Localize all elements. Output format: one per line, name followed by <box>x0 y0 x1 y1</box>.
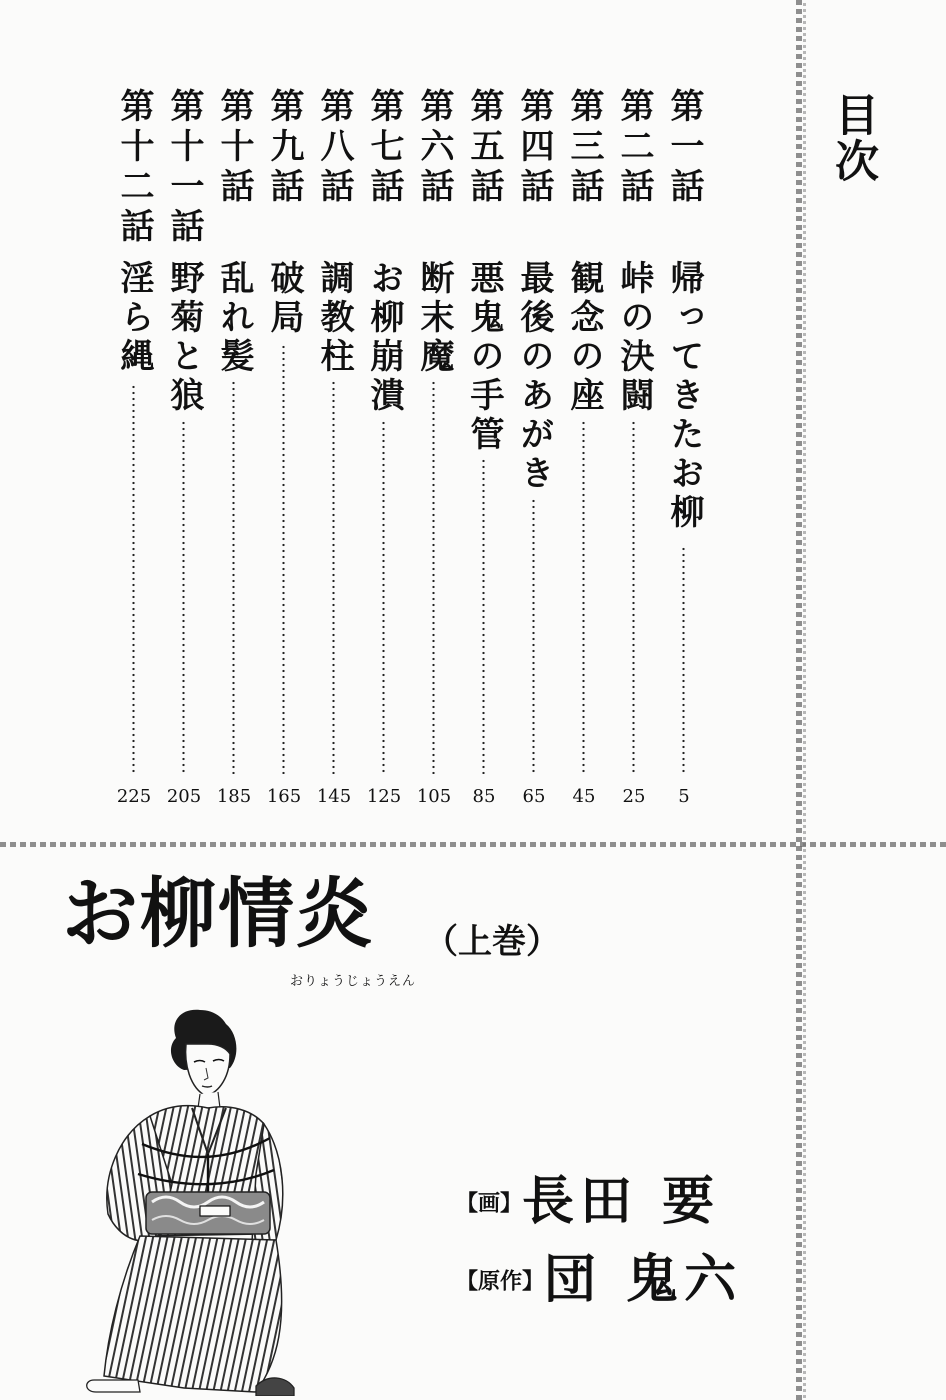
artist-role: 【画】 <box>456 1191 523 1217</box>
toc-episode: 第六話 <box>414 88 454 208</box>
toc-leader-dots <box>482 458 485 774</box>
toc-leader-dots <box>432 380 435 774</box>
toc-page-number: 25 <box>622 786 646 807</box>
toc-episode: 第四話 <box>514 88 554 208</box>
toc-episode: 第九話 <box>264 88 304 208</box>
toc-page-number: 165 <box>266 786 302 807</box>
toc-title: 峠の決闘 <box>614 260 654 416</box>
toc-page-number: 85 <box>472 786 496 807</box>
toc-episode: 第十話 <box>214 88 254 208</box>
toc-page-number: 145 <box>316 786 352 807</box>
toc-entry[interactable] <box>564 88 604 808</box>
toc-leader-dots <box>182 420 185 774</box>
toc-leader-dots <box>382 420 385 774</box>
toc-leader-dots <box>632 420 635 774</box>
toc-episode: 第八話 <box>314 88 354 208</box>
horizontal-dashed-border <box>0 842 946 847</box>
toc-leader-dots <box>332 380 335 774</box>
toc-episode: 第五話 <box>464 88 504 208</box>
toc-title: 観念の座 <box>564 260 604 416</box>
toc-entry[interactable] <box>164 88 204 808</box>
toc-entry[interactable] <box>214 88 254 808</box>
toc-episode: 第二話 <box>614 88 654 208</box>
toc-page-number: 65 <box>522 786 546 807</box>
toc-entry[interactable] <box>464 88 504 808</box>
toc-episode: 第一話 <box>664 88 704 208</box>
toc-title: 帰ってきたお柳 <box>664 260 704 533</box>
artist-name: 長田 要 <box>522 1172 721 1232</box>
toc-entry[interactable] <box>414 88 454 808</box>
credit-artist <box>456 1172 720 1232</box>
book-title: お柳情炎 <box>62 869 374 958</box>
toc-title: 野菊と狼 <box>164 260 204 416</box>
vertical-dashed-border-inner <box>803 0 806 1400</box>
toc-page-number: 105 <box>416 786 452 807</box>
toc-leader-dots <box>532 498 535 774</box>
credit-author <box>456 1250 742 1310</box>
toc-leader-dots <box>282 344 285 774</box>
toc-title: 断末魔 <box>414 260 454 377</box>
author-role: 【原作】 <box>456 1269 545 1295</box>
toc-page-number: 185 <box>216 786 252 807</box>
toc-page-number: 45 <box>572 786 596 807</box>
toc-entry[interactable] <box>364 88 404 808</box>
toc-entry[interactable] <box>114 88 154 808</box>
toc-entry[interactable] <box>264 88 304 808</box>
toc-title: 淫ら縄 <box>114 260 154 377</box>
toc-page-number: 225 <box>116 786 152 807</box>
kimono-woman-illustration <box>80 1004 320 1396</box>
book-title-reading: おりょうじょうえん <box>290 974 417 989</box>
author-name: 団 鬼六 <box>544 1250 743 1310</box>
toc-entry[interactable] <box>514 88 554 808</box>
toc-leader-dots <box>132 384 135 774</box>
toc-title: 最後のあがき <box>514 260 554 494</box>
toc-page-number: 5 <box>678 786 690 807</box>
toc-episode: 第七話 <box>364 88 404 208</box>
toc-leader-dots <box>232 380 235 774</box>
toc-title: 悪鬼の手管 <box>464 260 504 455</box>
toc-title: 乱れ髪 <box>214 260 254 377</box>
toc-leader-dots <box>582 420 585 774</box>
toc-entry[interactable] <box>314 88 354 808</box>
toc-entry[interactable] <box>664 88 704 808</box>
toc-episode: 第三話 <box>564 88 604 208</box>
book-volume: （上巻） <box>424 922 560 962</box>
toc-title: お柳崩潰 <box>364 260 404 416</box>
toc-leader-dots <box>682 546 685 774</box>
toc-title: 破局 <box>264 260 304 338</box>
toc-episode: 第十一話 <box>164 88 204 248</box>
toc-title: 調教柱 <box>314 260 354 377</box>
toc-page-number: 125 <box>366 786 402 807</box>
toc-episode: 第十二話 <box>114 88 154 248</box>
toc-page-number: 205 <box>166 786 202 807</box>
vertical-dashed-border <box>796 0 802 1400</box>
toc-heading: 目次 <box>827 92 878 184</box>
toc-entry[interactable] <box>614 88 654 808</box>
